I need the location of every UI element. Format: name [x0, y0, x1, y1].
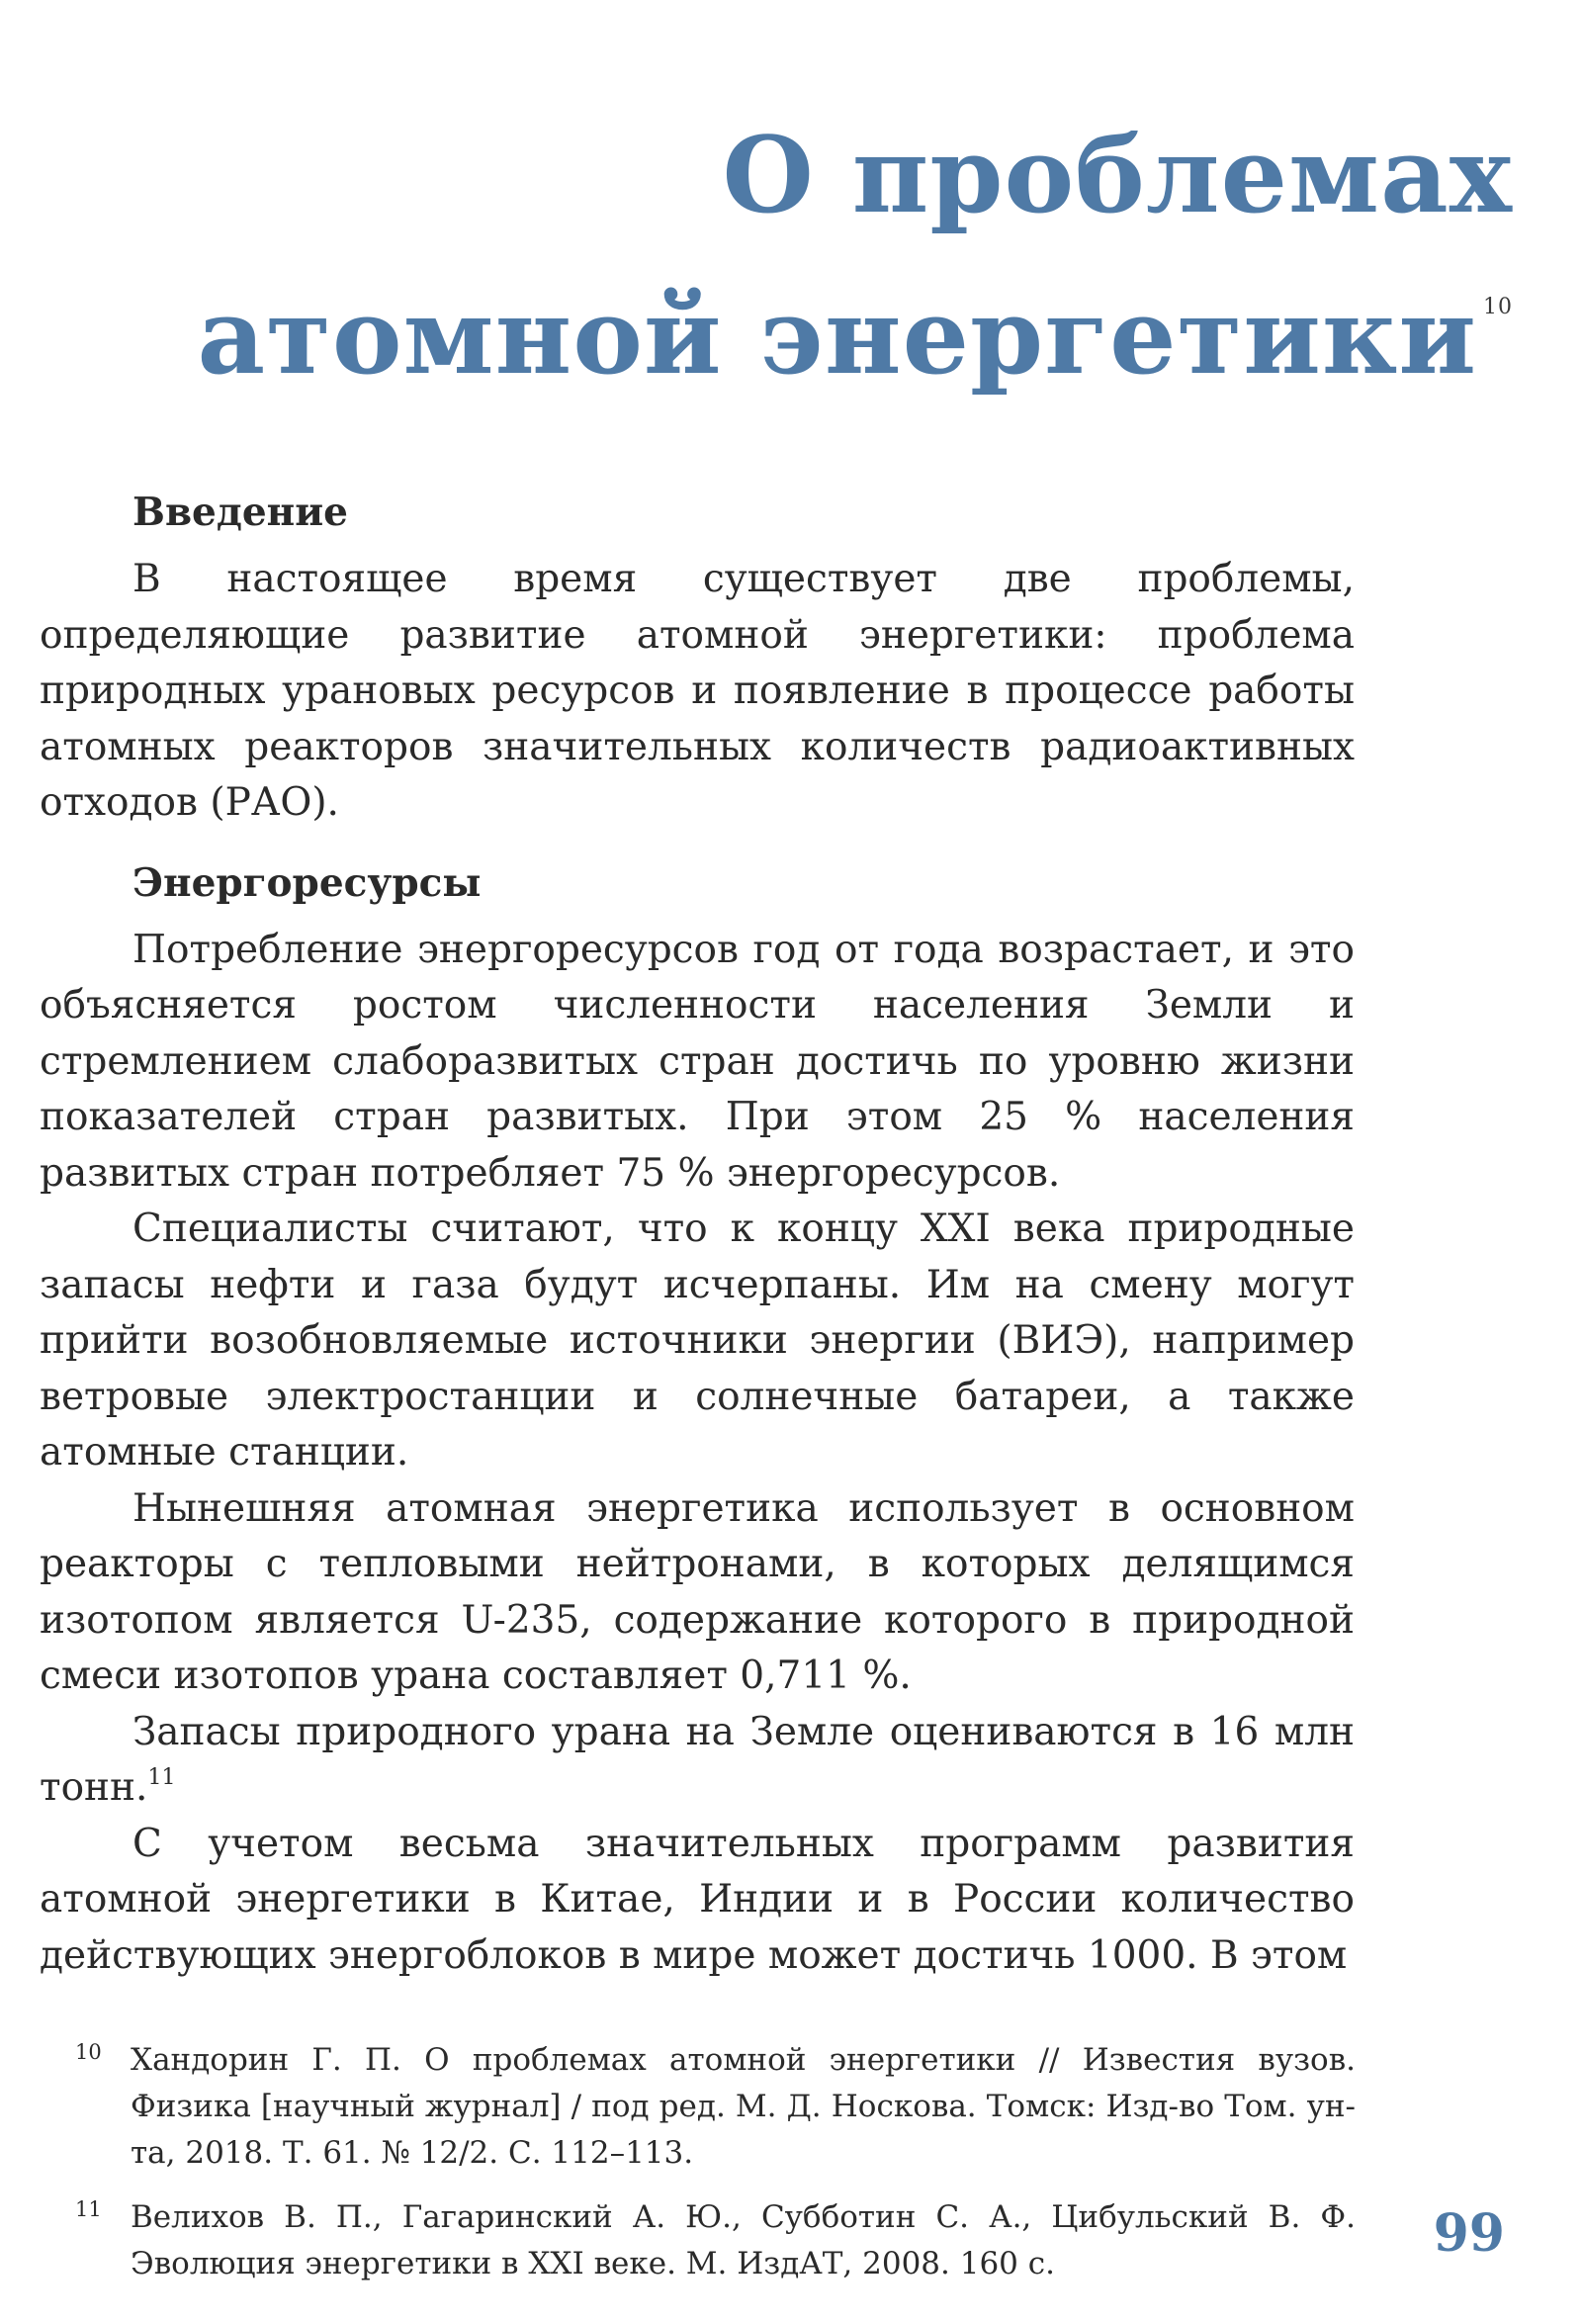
title-line-1: О проблемах	[722, 113, 1513, 236]
footnote-10	[75, 2037, 1356, 2177]
footnote-11	[75, 2194, 1356, 2287]
article-body	[40, 485, 1355, 1984]
page-title	[197, 109, 1513, 402]
footnote-ref-11[interactable]: 11	[147, 1765, 176, 1790]
footnotes	[75, 2037, 1356, 2305]
paragraph-energy-5: С учетом весьма значительных программ развития атомной энергетики в Китае, Индии и в России количество действующих энергоблоков в мире может достичь 1000. В этом	[40, 1821, 1355, 1978]
paragraph-intro: В настоящее время существует две проблемы, определяющие развитие атомной энергетики: проблема природных урановых ресурсов и появление в процессе работы атомных реакторов значительных количеств радиоактивных отходов (РАО).	[40, 557, 1355, 825]
title-footnote-ref[interactable]: 10	[1483, 295, 1513, 319]
paragraph-energy-4	[40, 1705, 1355, 1817]
section-heading-energy: Энергоресурсы	[132, 859, 482, 906]
footnote-number: 10	[75, 2040, 102, 2064]
page-number: 99	[1433, 2203, 1505, 2264]
paragraph-energy-4-text: Запасы природного урана на Земле оцениваются в 16 млн тонн.	[40, 1709, 1355, 1810]
section-heading-intro: Введение	[132, 490, 348, 535]
paragraph-energy-1: Потребление энергоресурсов год от года возрастает, и это объясняется ростом численности населения Земли и стремлением слаборазвитых стран достичь по уровню жизни показателей стран развитых. При этом 25 % населения развитых стран потребляет 75 % энергоресурсов.	[40, 927, 1355, 1196]
paragraph-energy-3: Нынешняя атомная энергетика использует в основном реакторы с тепловыми нейтронами, в которых делящимся изотопом является U-235, содержание которого в природной смеси изотопов урана составляет 0,711 %.	[40, 1485, 1355, 1698]
footnote-number: 11	[75, 2197, 102, 2221]
footnote-text: Хандорин Г. П. О проблемах атомной энергетики // Известия вузов. Физика [научный журнал] / под ред. М. Д. Носкова. Томск: Изд-во Том. ун-та, 2018. Т. 61. № 12/2. С. 112–113.	[131, 2042, 1356, 2171]
footnote-text: Велихов В. П., Гагаринский А. Ю., Субботин С. А., Цибульский В. Ф. Эволюция энергетики в XXI веке. М. ИздАТ, 2008. 160 с.	[131, 2199, 1356, 2281]
paragraph-energy-2: Специалисты считают, что к концу XXI века природные запасы нефти и газа будут исчерпаны. Им на смену могут прийти возобновляемые источники энергии (ВИЭ), например ветровые электростанции и солнечные батареи, а также атомные станции.	[40, 1207, 1355, 1475]
title-line-2: атомной энергетики	[197, 274, 1477, 398]
